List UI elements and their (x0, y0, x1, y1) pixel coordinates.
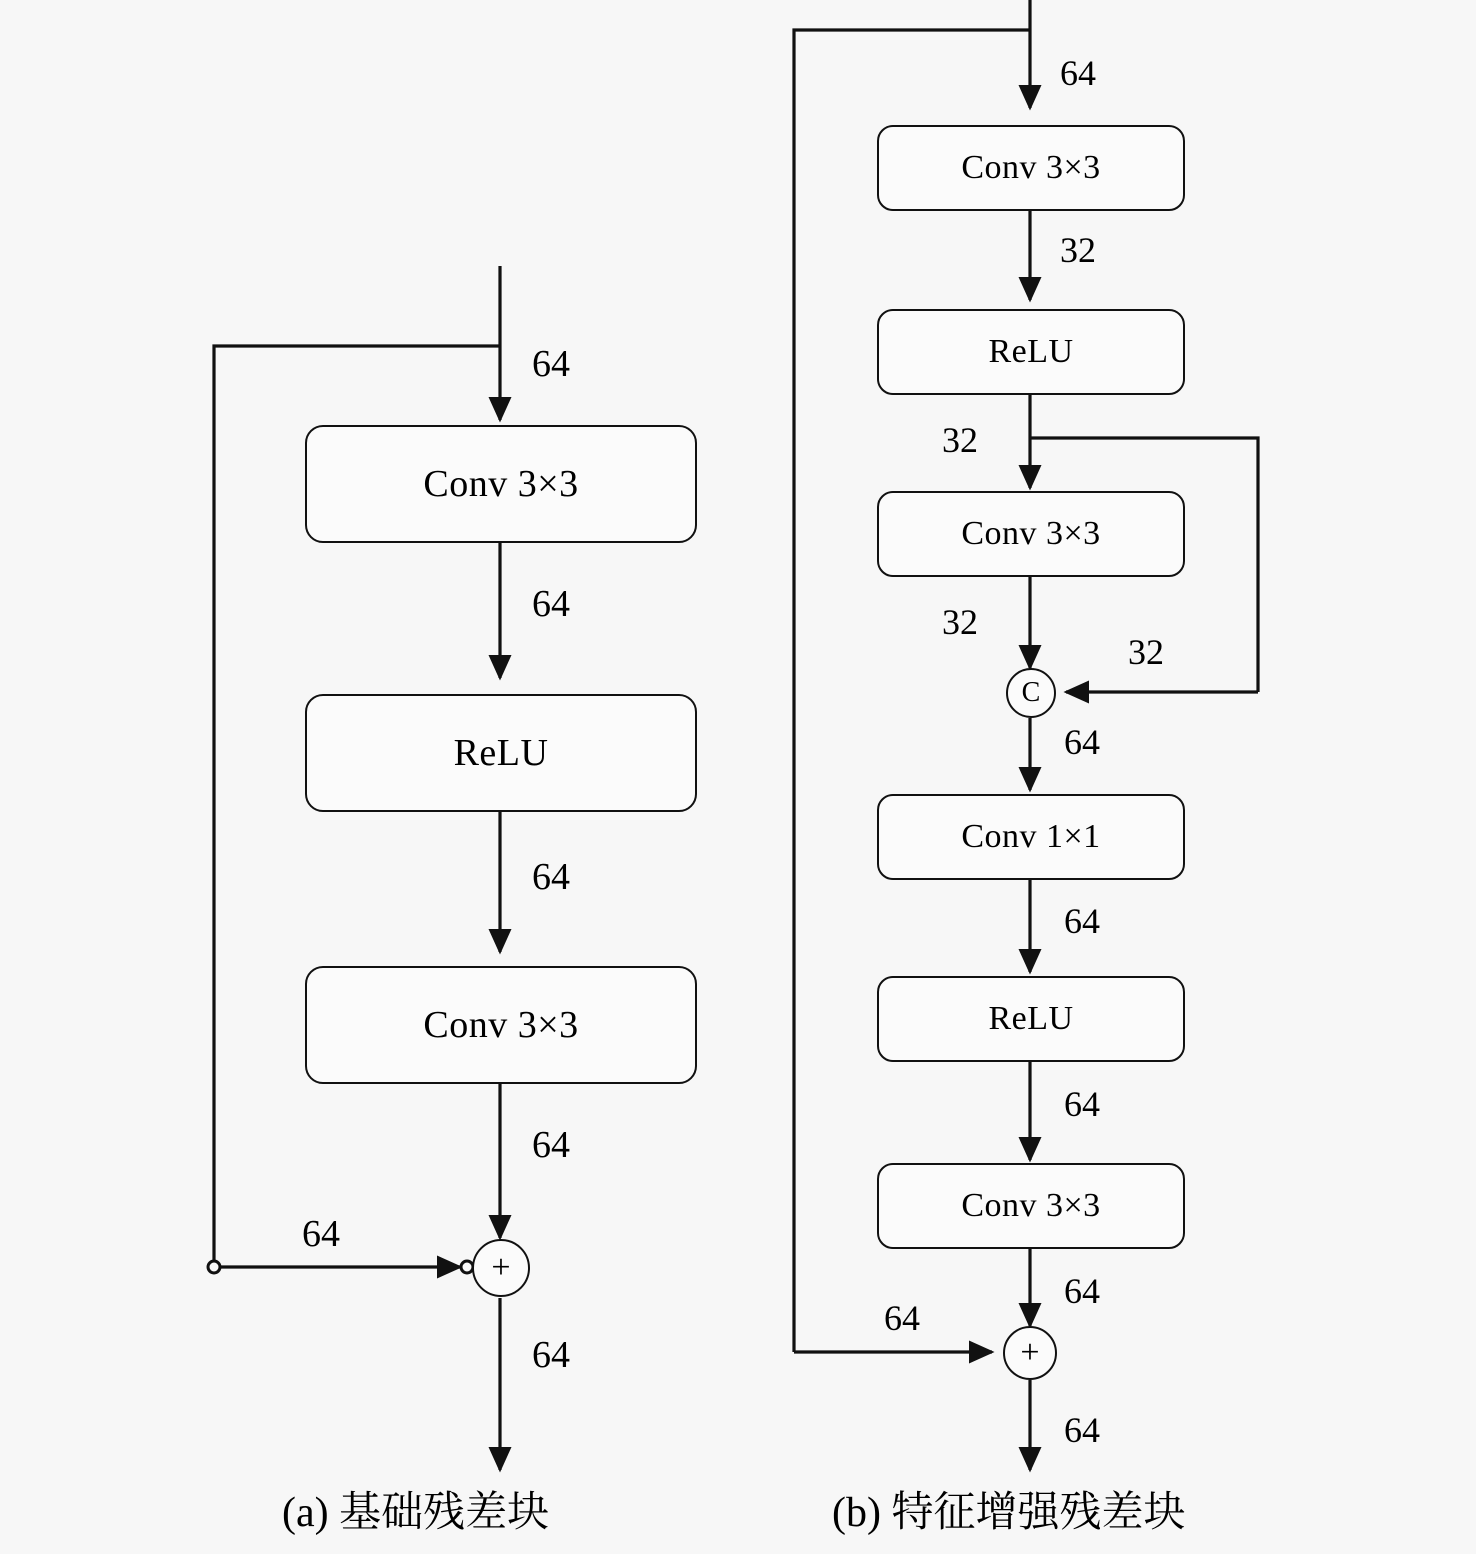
node-conv-1x1-b[interactable] (877, 794, 1185, 880)
caption-basic-residual-block: (a) 基础残差块 (282, 1490, 550, 1536)
edge-label-b-skip: 64 (884, 1298, 920, 1338)
edge-label-a-skip: 64 (302, 1213, 340, 1255)
node-conv-3x3-a2[interactable] (305, 966, 697, 1084)
edge-label-b-5: 64 (1064, 901, 1100, 941)
add-symbol: + (491, 1249, 511, 1286)
node-relu-b1[interactable] (877, 309, 1185, 395)
node-label: ReLU (988, 333, 1074, 370)
edge-label-a-2: 64 (532, 856, 570, 898)
edge-label-b-1: 32 (1060, 230, 1096, 270)
node-conv-3x3-a1[interactable] (305, 425, 697, 543)
add-operator-a[interactable] (472, 1239, 530, 1297)
add-operator-b[interactable] (1003, 1326, 1057, 1380)
node-label: Conv 1×1 (961, 818, 1101, 855)
node-conv-3x3-b3[interactable] (877, 1163, 1185, 1249)
node-relu-a1[interactable] (305, 694, 697, 812)
node-label: Conv 3×3 (961, 1187, 1101, 1224)
edge-label-b-output: 64 (1064, 1410, 1100, 1450)
node-label: Conv 3×3 (423, 463, 579, 505)
concat-operator-b[interactable] (1006, 668, 1056, 718)
edge-label-b-7: 64 (1064, 1271, 1100, 1311)
add-symbol: + (1020, 1334, 1040, 1371)
edge-label-b-2: 32 (942, 420, 978, 460)
edge-label-b-branch: 32 (1128, 632, 1164, 672)
edge-label-b-6: 64 (1064, 1084, 1100, 1124)
edge-label-a-3: 64 (532, 1124, 570, 1166)
node-label: ReLU (453, 732, 549, 774)
edge-label-b-3: 32 (942, 602, 978, 642)
concat-symbol: C (1021, 677, 1041, 708)
edge-label-a-output: 64 (532, 1334, 570, 1376)
node-label: ReLU (988, 1000, 1074, 1037)
node-label: Conv 3×3 (961, 515, 1101, 552)
edge-label-b-input: 64 (1060, 53, 1096, 93)
caption-feature-enhanced-residual-block: (b) 特征增强残差块 (832, 1490, 1186, 1536)
node-label: Conv 3×3 (961, 149, 1101, 186)
edge-label-a-input: 64 (532, 343, 570, 385)
edge-label-b-4: 64 (1064, 722, 1100, 762)
node-relu-b2[interactable] (877, 976, 1185, 1062)
node-conv-3x3-b2[interactable] (877, 491, 1185, 577)
edge-label-a-1: 64 (532, 583, 570, 625)
node-label: Conv 3×3 (423, 1004, 579, 1046)
node-conv-3x3-b1[interactable] (877, 125, 1185, 211)
